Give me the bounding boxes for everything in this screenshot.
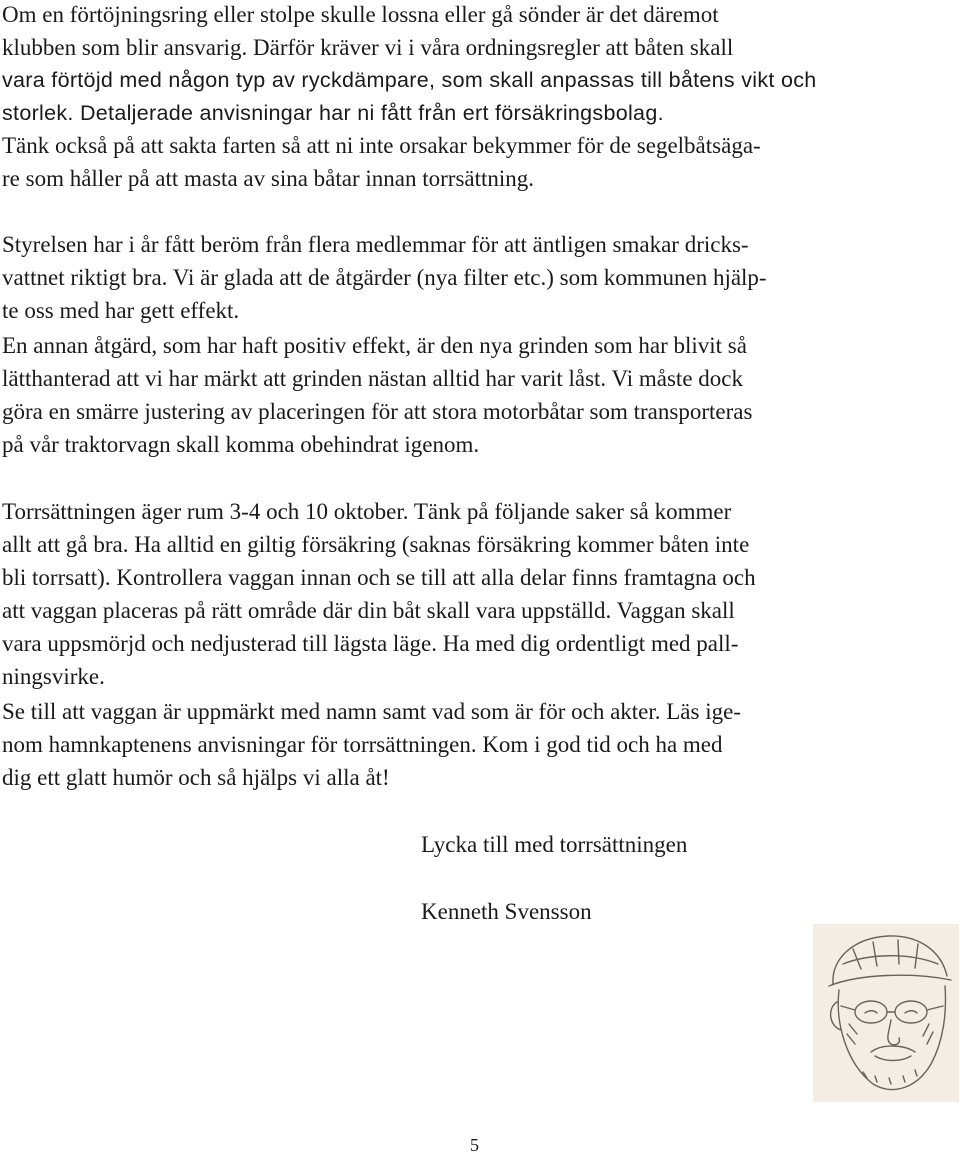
text-line: vara uppsmörjd och nedjusterad till lägsta läge. Ha med dig ordentligt med pall- [2,631,739,656]
text-line: En annan åtgärd, som har haft positiv effekt, är den nya grinden som har blivit så [2,333,747,358]
closing-greeting: Lycka till med torrsättningen [421,832,688,857]
text-line: bli torrsatt). Kontrollera vaggan innan och se till att alla delar finns framtagna och [2,565,756,590]
signature-name: Kenneth Svensson [421,899,592,924]
text-line: nom hamnkaptenens anvisningar för torrsättningen. Kom i god tid och ha med [2,732,723,757]
text-line: lätthanterad att vi har märkt att grinden nästan alltid har varit låst. Vi måste dock [2,366,743,391]
text-line: Styrelsen har i år fått beröm från flera medlemmar för att äntligen smakar dricks- [2,232,749,257]
text-line: att vaggan placeras på rätt område där din båt skall vara uppställd. Vaggan skall [2,598,735,623]
text-line: vara förtöjd med någon typ av ryckdämpare, som skall anpassas till båtens vikt och [2,68,817,92]
text-line: re som håller på att masta av sina båtar innan torrsättning. [2,166,535,191]
text-line: klubben som blir ansvarig. Därför kräver vi i våra ordningsregler att båten skall [2,35,734,60]
text-line: dig ett glatt humör och så hjälps vi alla åt! [2,765,390,790]
text-line: Torrsättningen äger rum 3-4 och 10 oktober. Tänk på följande saker så kommer [2,499,732,524]
page-number: 5 [470,1135,479,1155]
text-line: Om en förtöjningsring eller stolpe skulle lossna eller gå sönder är det däremot [2,2,719,27]
text-line: te oss med har gett effekt. [2,298,240,323]
text-line: storlek. Detaljerade anvisningar har ni fått från ert försäkringsbolag. [2,101,664,125]
text-line: vattnet riktigt bra. Vi är glada att de åtgärder (nya filter etc.) som kommunen hjälp- [2,265,767,290]
text-line: göra en smärre justering av placeringen för att stora motorbåtar som transporteras [2,399,753,424]
text-line: Se till att vaggan är uppmärkt med namn samt vad som är för och akter. Läs ige- [2,699,741,724]
portrait-sketch-icon [813,924,959,1102]
text-line: på vår traktorvagn skall komma obehindrat igenom. [2,432,480,457]
text-line: ningsvirke. [2,664,105,689]
text-line: Tänk också på att sakta farten så att ni inte orsakar bekymmer för de segelbåtsäga- [2,133,761,158]
text-line: allt att gå bra. Ha alltid en giltig försäkring (saknas försäkring kommer båten inte [2,532,750,557]
